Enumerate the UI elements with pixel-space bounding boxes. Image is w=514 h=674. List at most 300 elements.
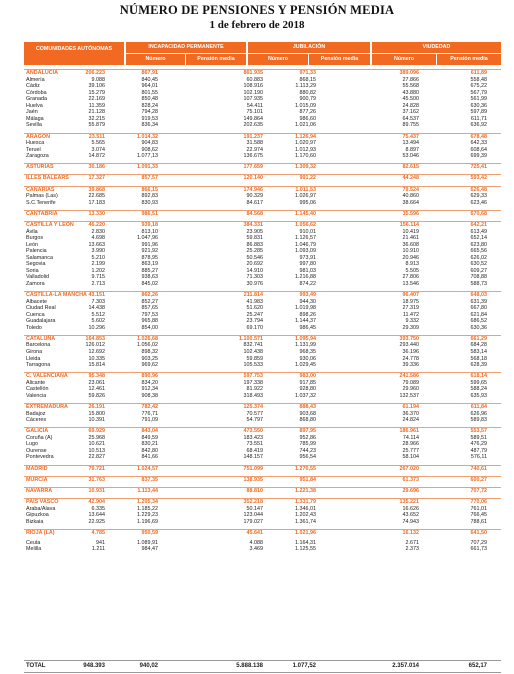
table-cell: 558,48: [470, 76, 487, 83]
table-cell: 27.866: [402, 76, 419, 83]
table-cell: 611,89: [470, 70, 487, 76]
table-cell: 13.494: [402, 140, 419, 147]
table-cell: 919,53: [141, 115, 158, 122]
table-cell: 1.361,74: [295, 518, 316, 525]
province-name: Lleida: [26, 355, 41, 362]
table-cell: 952,86: [299, 434, 316, 441]
table-cell: 1.021,96: [295, 529, 316, 536]
table-cell: 626,02: [470, 254, 487, 261]
province-name: Valencia: [26, 392, 47, 399]
table-cell: 892,83: [141, 193, 158, 200]
table-cell: 956,54: [299, 454, 316, 461]
table-cell: 900,79: [299, 96, 316, 103]
table-cell: 788,61: [470, 518, 487, 525]
table-cell: 10.621: [88, 441, 105, 448]
table-cell: 834,20: [141, 379, 158, 386]
table-cell: 36.370: [402, 410, 419, 417]
table-cell: 14.872: [88, 153, 105, 160]
table-cell: 1.221,38: [295, 487, 316, 494]
table-cell: 202.635: [243, 122, 263, 129]
table-cell: 79.524: [402, 186, 419, 193]
region-name: ILLES BALEARS: [26, 175, 69, 182]
table-cell: 642,21: [470, 221, 487, 228]
table-cell: 1.145,40: [295, 210, 316, 217]
table-cell: 1.211: [91, 546, 105, 553]
table-cell: 102.438: [243, 348, 263, 355]
table-cell: 55.879: [88, 122, 105, 129]
table-cell: 84.568: [246, 210, 263, 217]
table-cell: 648,03: [470, 292, 487, 299]
table-cell: 39.106: [88, 83, 105, 90]
table-cell: 1.029,45: [295, 362, 316, 369]
table-cell: 186.961: [399, 428, 419, 435]
table-cell: 813,10: [141, 228, 158, 235]
table-cell: 36.196: [402, 348, 419, 355]
table-cell: 1.014,32: [137, 133, 158, 140]
table-cell: 576,11: [470, 454, 487, 461]
table-cell: 921,92: [141, 248, 158, 255]
table-cell: 108.916: [243, 83, 263, 90]
table-cell: 665,56: [470, 248, 487, 255]
table-cell: 1.056,62: [295, 221, 316, 228]
table-cell: 79.721: [88, 465, 105, 472]
region-row: [24, 335, 501, 343]
table-cell: 2.830: [91, 228, 105, 235]
table-cell: 991,96: [141, 241, 158, 248]
province-name: Melilla: [26, 546, 42, 553]
table-cell: 15.800: [88, 410, 105, 417]
table-cell: 191.237: [243, 133, 263, 140]
table-cell: 841,66: [141, 454, 158, 461]
table-cell: 11.472: [402, 311, 419, 318]
table-cell: 17.183: [88, 199, 105, 206]
table-cell: 29.696: [402, 487, 419, 494]
table-cell: 149.864: [243, 115, 263, 122]
table-cell: 1.144,37: [295, 318, 316, 325]
table-cell: 22.827: [88, 454, 105, 461]
table-cell: 832.741: [243, 342, 263, 349]
region-row: [24, 487, 501, 495]
table-cell: 1.019,98: [295, 305, 316, 312]
table-cell: 12.461: [88, 386, 105, 393]
table-cell: 29.309: [402, 324, 419, 331]
table-cell: 27.319: [402, 305, 419, 312]
table-cell: 18.975: [402, 298, 419, 305]
table-cell: 174.946: [243, 186, 263, 193]
table-cell: 794,28: [141, 109, 158, 116]
table-cell: 156.114: [399, 221, 419, 228]
table-cell: 384.331: [243, 221, 263, 228]
table-cell: 917,85: [299, 379, 316, 386]
table-cell: 4.088: [249, 539, 263, 546]
table-cell: 983,00: [299, 373, 316, 380]
table-cell: 837,35: [141, 476, 158, 483]
province-name: Almería: [26, 76, 45, 83]
table-cell: 868,15: [299, 76, 316, 83]
table-cell: 636,92: [470, 122, 487, 129]
table-cell: 652,14: [470, 235, 487, 242]
table-cell: 53.046: [402, 153, 419, 160]
table-cell: 10.335: [88, 355, 105, 362]
table-cell: 843,04: [141, 428, 158, 435]
table-cell: 12.692: [88, 348, 105, 355]
region-name: ANDALUCIA: [26, 70, 59, 76]
table-cell: 135.221: [399, 498, 419, 505]
table-cell: 608,64: [470, 146, 487, 153]
table-cell: 5.505: [405, 267, 419, 274]
table-cell: 939,18: [141, 221, 158, 228]
region-row: [24, 186, 501, 194]
total-row: [24, 660, 501, 673]
table-cell: 904,83: [141, 140, 158, 147]
table-cell: 74.114: [402, 434, 419, 441]
table-cell: 867,91: [141, 70, 158, 76]
region-row: [24, 221, 501, 229]
table-cell: 861.935: [243, 70, 263, 76]
table-cell: 1.100.571: [239, 335, 263, 342]
table-cell: 88.810: [246, 487, 263, 494]
table-cell: 621,84: [470, 311, 487, 318]
table-cell: 667,80: [470, 305, 487, 312]
province-name: Cádiz: [26, 83, 40, 90]
table-cell: 138.935: [243, 476, 263, 483]
table-cell: 609,27: [470, 267, 487, 274]
table-cell: 630,36: [470, 102, 487, 109]
table-body: [24, 69, 501, 553]
region-row: [24, 529, 501, 537]
table-cell: 910,01: [299, 228, 316, 235]
table-cell: 635,93: [470, 392, 487, 399]
table-cell: 81.922: [246, 386, 263, 393]
table-cell: 86.883: [246, 241, 263, 248]
table-cell: 1.205,34: [137, 498, 158, 505]
table-cell: 22.925: [88, 518, 105, 525]
table-cell: 4.698: [91, 235, 105, 242]
table-cell: 16.132: [402, 529, 419, 536]
table-cell: 179.027: [243, 518, 263, 525]
table-cell: 16.626: [402, 505, 419, 512]
page-subtitle: 1 de febrero de 2018: [209, 19, 305, 31]
table-cell: 986,51: [141, 210, 158, 217]
region-name: C. VALENCIANA: [26, 373, 68, 380]
province-name: Toledo: [26, 324, 42, 331]
table-cell: 23.061: [88, 379, 105, 386]
table-cell: 597.753: [243, 373, 263, 380]
header-group-widowhood: VIUDEDAD: [372, 42, 501, 53]
table-cell: 241.586: [399, 373, 419, 380]
province-name: Araba/Alava: [26, 505, 56, 512]
table-cell: 1.015,09: [295, 102, 316, 109]
table-cell: 930,06: [299, 355, 316, 362]
region-row: [24, 372, 501, 380]
table-cell: 5.512: [91, 311, 105, 318]
table-cell: 981,03: [299, 267, 316, 274]
table-cell: 267.020: [399, 465, 419, 472]
table-cell: 593,42: [470, 175, 487, 182]
table-cell: 857,65: [141, 305, 158, 312]
province-name: Córdoba: [26, 89, 47, 96]
table-cell: 928,80: [299, 386, 316, 393]
table-cell: 1.346,01: [295, 505, 316, 512]
page-header: [0, 2, 514, 33]
table-cell: 120.140: [243, 175, 263, 182]
table-cell: 995,06: [299, 199, 316, 206]
table-cell: 850,48: [141, 96, 158, 103]
table-cell: 61.194: [402, 404, 419, 410]
total-cell: 2.357.014: [392, 663, 419, 669]
table-cell: 42.904: [88, 498, 105, 505]
table-cell: 630,52: [470, 261, 487, 268]
table-cell: 991,22: [299, 175, 316, 182]
province-name: Burgos: [26, 235, 44, 242]
region-name: MURCIA: [26, 476, 48, 483]
table-cell: 8.913: [405, 261, 419, 268]
header-group-incapacity: INCAPACIDAD PERMANENTE: [126, 42, 246, 53]
province-name: Lugo: [26, 441, 38, 448]
table-cell: 105.533: [243, 362, 263, 369]
table-cell: 43.652: [402, 512, 419, 519]
table-cell: 1.026,68: [137, 335, 158, 342]
table-cell: 670,68: [470, 210, 487, 217]
table-cell: 24.778: [402, 355, 419, 362]
table-cell: 3.074: [91, 146, 105, 153]
table-cell: 678,48: [470, 133, 487, 140]
table-cell: 1.012,93: [295, 146, 316, 153]
table-cell: 206.223: [85, 70, 105, 76]
region-name: GALICIA: [26, 428, 49, 435]
table-cell: 1.113,44: [137, 487, 158, 494]
table-cell: 31.588: [246, 140, 263, 147]
province-name: Ourense: [26, 447, 47, 454]
province-name: Soria: [26, 267, 39, 274]
table-cell: 211.814: [243, 292, 263, 299]
table-cell: 13.546: [402, 280, 419, 287]
table-cell: 589,51: [470, 434, 487, 441]
table-cell: 21.128: [88, 109, 105, 116]
table-header: [24, 42, 501, 66]
table-cell: 1.091,33: [137, 164, 158, 171]
table-cell: 9.088: [91, 76, 105, 83]
table-cell: 600,27: [470, 476, 487, 483]
province-name: Coruña (A): [26, 434, 53, 441]
table-cell: 880,82: [299, 89, 316, 96]
province-name: León: [26, 241, 38, 248]
region-row: [24, 174, 501, 182]
table-cell: 1.185,22: [137, 505, 158, 512]
header-number: Número: [248, 54, 308, 65]
table-cell: 38.664: [402, 199, 419, 206]
province-name: Castellón: [26, 386, 49, 393]
table-cell: 862,26: [141, 292, 158, 299]
table-cell: 912,34: [141, 386, 158, 393]
table-cell: 618,14: [470, 373, 487, 380]
header-average: Pensión media: [437, 54, 501, 65]
table-cell: 770,06: [470, 498, 487, 505]
table-cell: 878,95: [141, 254, 158, 261]
table-cell: 903,25: [141, 355, 158, 362]
table-cell: 148.157: [243, 454, 263, 461]
table-cell: 845,02: [141, 280, 158, 287]
table-cell: 20.946: [402, 254, 419, 261]
table-cell: 102.190: [243, 89, 263, 96]
province-name: Granada: [26, 96, 47, 103]
table-cell: 45.641: [246, 529, 263, 536]
table-cell: 51.620: [246, 305, 263, 312]
total-label: TOTAL: [26, 663, 46, 669]
table-cell: 611,84: [470, 404, 487, 410]
table-cell: 1.077,13: [137, 153, 158, 160]
table-cell: 197.338: [243, 379, 263, 386]
table-cell: 561,99: [470, 96, 487, 103]
table-cell: 15.279: [88, 89, 105, 96]
table-cell: 986,60: [299, 115, 316, 122]
table-cell: 27.806: [402, 274, 419, 281]
table-cell: 74.943: [402, 518, 419, 525]
table-cell: 828,24: [141, 102, 158, 109]
table-cell: 6.335: [91, 505, 105, 512]
table-cell: 17.327: [88, 175, 105, 182]
table-cell: 69.929: [88, 428, 105, 435]
table-cell: 707,72: [470, 487, 487, 494]
table-cell: 885,27: [141, 267, 158, 274]
table-cell: 1.309,32: [295, 164, 316, 171]
table-cell: 95.348: [88, 373, 105, 380]
table-cell: 15.814: [88, 362, 105, 369]
table-cell: 751.099: [243, 465, 263, 472]
table-cell: 36.608: [402, 241, 419, 248]
table-cell: 801,55: [141, 89, 158, 96]
table-cell: 699,39: [470, 153, 487, 160]
table-cell: 599,65: [470, 379, 487, 386]
table-cell: 29.960: [402, 386, 419, 393]
table-cell: 25.777: [402, 447, 419, 454]
table-cell: 684,28: [470, 342, 487, 349]
province-name: Tarragona: [26, 362, 51, 369]
province-name: Málaga: [26, 115, 44, 122]
table-cell: 1.037,32: [295, 392, 316, 399]
table-cell: 183.423: [243, 434, 263, 441]
table-cell: 55.568: [402, 83, 419, 90]
table-cell: 43.880: [402, 89, 419, 96]
table-cell: 5.602: [91, 318, 105, 325]
table-cell: 1.270,55: [295, 465, 316, 472]
table-cell: 1.046,79: [295, 241, 316, 248]
region-name: ASTURIAS: [26, 164, 54, 171]
region-name: CANTABRIA: [26, 210, 58, 217]
table-cell: 568,18: [470, 355, 487, 362]
province-name: Girona: [26, 348, 43, 355]
province-name: Cáceres: [26, 417, 47, 424]
table-cell: 125.374: [243, 404, 263, 410]
province-name: Zamora: [26, 280, 45, 287]
table-cell: 22.169: [88, 96, 105, 103]
total-cell: 652,17: [468, 663, 487, 669]
table-cell: 661,73: [470, 546, 487, 553]
table-cell: 1.331,79: [295, 498, 316, 505]
table-cell: 37.162: [402, 109, 419, 116]
table-cell: 58.104: [402, 454, 419, 461]
province-name: Alicante: [26, 379, 46, 386]
province-name: Valladolid: [26, 274, 49, 281]
table-cell: 1.125,55: [295, 546, 316, 553]
table-cell: 1.126,94: [295, 133, 316, 140]
table-cell: 39.868: [88, 186, 105, 193]
table-cell: 126.012: [85, 342, 105, 349]
table-cell: 626,48: [470, 186, 487, 193]
province-name: Bizkaia: [26, 518, 44, 525]
table-cell: 123.044: [243, 512, 263, 519]
table-cell: 686,52: [470, 318, 487, 325]
table-cell: 588,24: [470, 386, 487, 393]
table-cell: 90.329: [246, 193, 263, 200]
table-cell: 898,26: [299, 311, 316, 318]
table-cell: 59.831: [246, 235, 263, 242]
table-cell: 30.186: [88, 164, 105, 171]
table-cell: 950,59: [141, 529, 158, 536]
total-cell: 948.393: [83, 663, 105, 669]
table-cell: 54.797: [246, 417, 263, 424]
table-cell: 874,22: [299, 280, 316, 287]
table-cell: 9.332: [405, 318, 419, 325]
table-cell: 898,32: [141, 348, 158, 355]
region-row: [24, 291, 501, 299]
table-cell: 164.853: [85, 335, 105, 342]
total-cell: 940,02: [139, 663, 158, 669]
table-cell: 951,84: [299, 476, 316, 483]
province-name: Salamanca: [26, 254, 53, 261]
table-cell: 553,57: [470, 428, 487, 435]
table-cell: 46.220: [88, 221, 105, 228]
header-group-retirement: JUBILACIÓN: [248, 42, 370, 53]
table-cell: 82.615: [402, 164, 419, 171]
table-cell: 28.966: [402, 441, 419, 448]
table-cell: 993,49: [299, 292, 316, 299]
table-cell: 14.910: [246, 267, 263, 274]
table-cell: 293.440: [399, 342, 419, 349]
table-cell: 852,27: [141, 298, 158, 305]
header-average: Pensión media: [309, 54, 370, 65]
table-cell: 1.216,88: [295, 274, 316, 281]
table-cell: 1.095,94: [295, 335, 316, 342]
table-cell: 22.685: [88, 193, 105, 200]
table-cell: 50.546: [246, 254, 263, 261]
region-name: CATALUÑA: [26, 335, 56, 342]
table-cell: 22.974: [246, 146, 263, 153]
region-name: CASTILLA Y LEÓN: [26, 221, 74, 228]
table-cell: 1.113,29: [295, 83, 316, 90]
table-cell: 26.191: [88, 404, 105, 410]
table-cell: 589,83: [470, 417, 487, 424]
table-cell: 1.089,91: [137, 539, 158, 546]
table-cell: 863,19: [141, 261, 158, 268]
table-cell: 613,49: [470, 228, 487, 235]
table-cell: 44.248: [402, 175, 419, 182]
table-cell: 623,46: [470, 199, 487, 206]
table-cell: 567,79: [470, 89, 487, 96]
table-cell: 10.931: [88, 487, 105, 494]
table-cell: 1.011,53: [295, 186, 316, 193]
page-title: NÚMERO DE PENSIONES Y PENSIÓN MEDIA: [119, 3, 395, 17]
region-name: CASTILLA-LA MANCHA: [26, 292, 87, 299]
table-cell: 1.021,06: [295, 122, 316, 129]
table-cell: 973,91: [299, 254, 316, 261]
table-cell: 59.826: [88, 392, 105, 399]
table-cell: 177.659: [243, 164, 263, 171]
table-cell: 25.968: [88, 434, 105, 441]
table-cell: 642,33: [470, 140, 487, 147]
region-name: PAIS VASCO: [26, 498, 59, 505]
province-name: Badajoz: [26, 410, 46, 417]
